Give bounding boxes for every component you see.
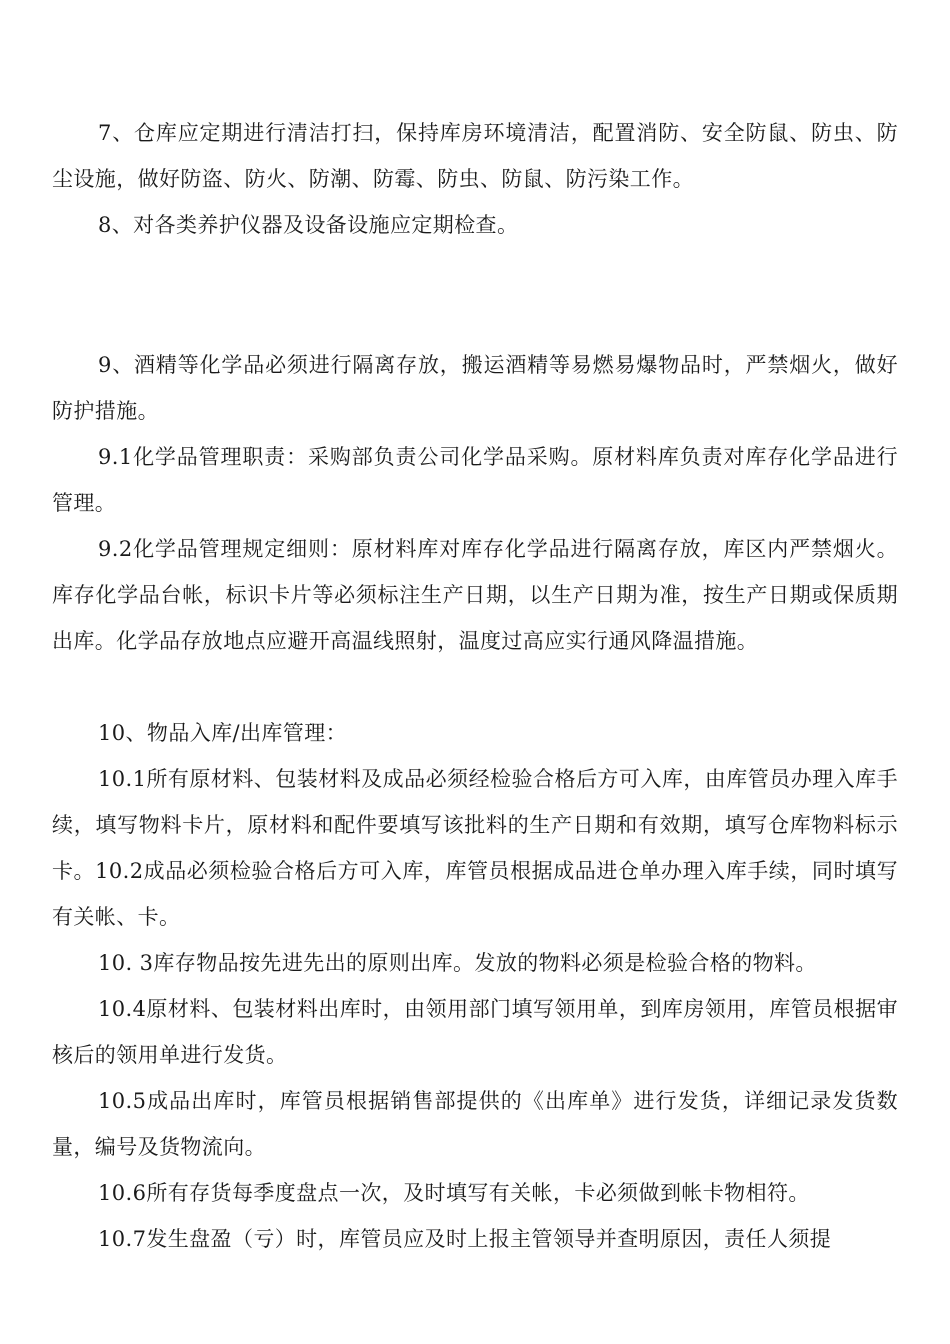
paragraph-10-1-inbound: 10.1所有原材料、包装材料及成品必须经检验合格后方可入库，由库管员办理入库手续，填写物料卡片，原材料和配件要填写该批料的生产日期和有效期，填写仓库物料标示卡。10.2成品必须检验合格后方可入库，库管员根据成品进仓单办理入库手续，同时填写有关帐、卡。 (52, 767, 898, 929)
paragraph-10-7-discrepancy: 10.7发生盘盈（亏）时，库管员应及时上报主管领导并查明原因，责任人须提 (98, 1227, 832, 1251)
paragraph-10-4-outbound-materials: 10.4原材料、包装材料出库时，由领用部门填写领用单，到库房领用，库管员根据审核后的领用单进行发货。 (52, 997, 898, 1067)
paragraph-10-3-fifo: 10. 3库存物品按先进先出的原则出库。发放的物料必须是检验合格的物料。 (98, 951, 817, 975)
paragraph-9-2-rules: 9.2化学品管理规定细则：原材料库对库存化学品进行隔离存放，库区内严禁烟火。库存化学品台帐，标识卡片等必须标注生产日期，以生产日期为准，按生产日期或保质期出库。化学品存放地点应避开高温线照射，温度过高应实行通风降温措施。 (52, 537, 898, 653)
paragraph-7-cleaning: 7、仓库应定期进行清洁打扫，保持库房环境清洁，配置消防、安全防鼠、防虫、防尘设施，做好防盗、防火、防潮、防霉、防虫、防鼠、防污染工作。 (52, 121, 898, 191)
paragraph-8-inspection: 8、对各类养护仪器及设备设施应定期检查。 (98, 213, 519, 237)
paragraph-10-6-stocktaking: 10.6所有存货每季度盘点一次，及时填写有关帐，卡必须做到帐卡物相符。 (98, 1181, 810, 1205)
paragraph-9-chemicals: 9、酒精等化学品必须进行隔离存放，搬运酒精等易燃易爆物品时，严禁烟火，做好防护措施。 (52, 353, 898, 423)
paragraph-9-1-responsibility: 9.1化学品管理职责：采购部负责公司化学品采购。原材料库负责对库存化学品进行管理。 (52, 445, 898, 515)
paragraph-10-heading: 10、物品入库/出库管理： (98, 721, 347, 745)
paragraph-10-5-outbound-products: 10.5成品出库时，库管员根据销售部提供的《出库单》进行发货，详细记录发货数量，编号及货物流向。 (52, 1089, 898, 1159)
